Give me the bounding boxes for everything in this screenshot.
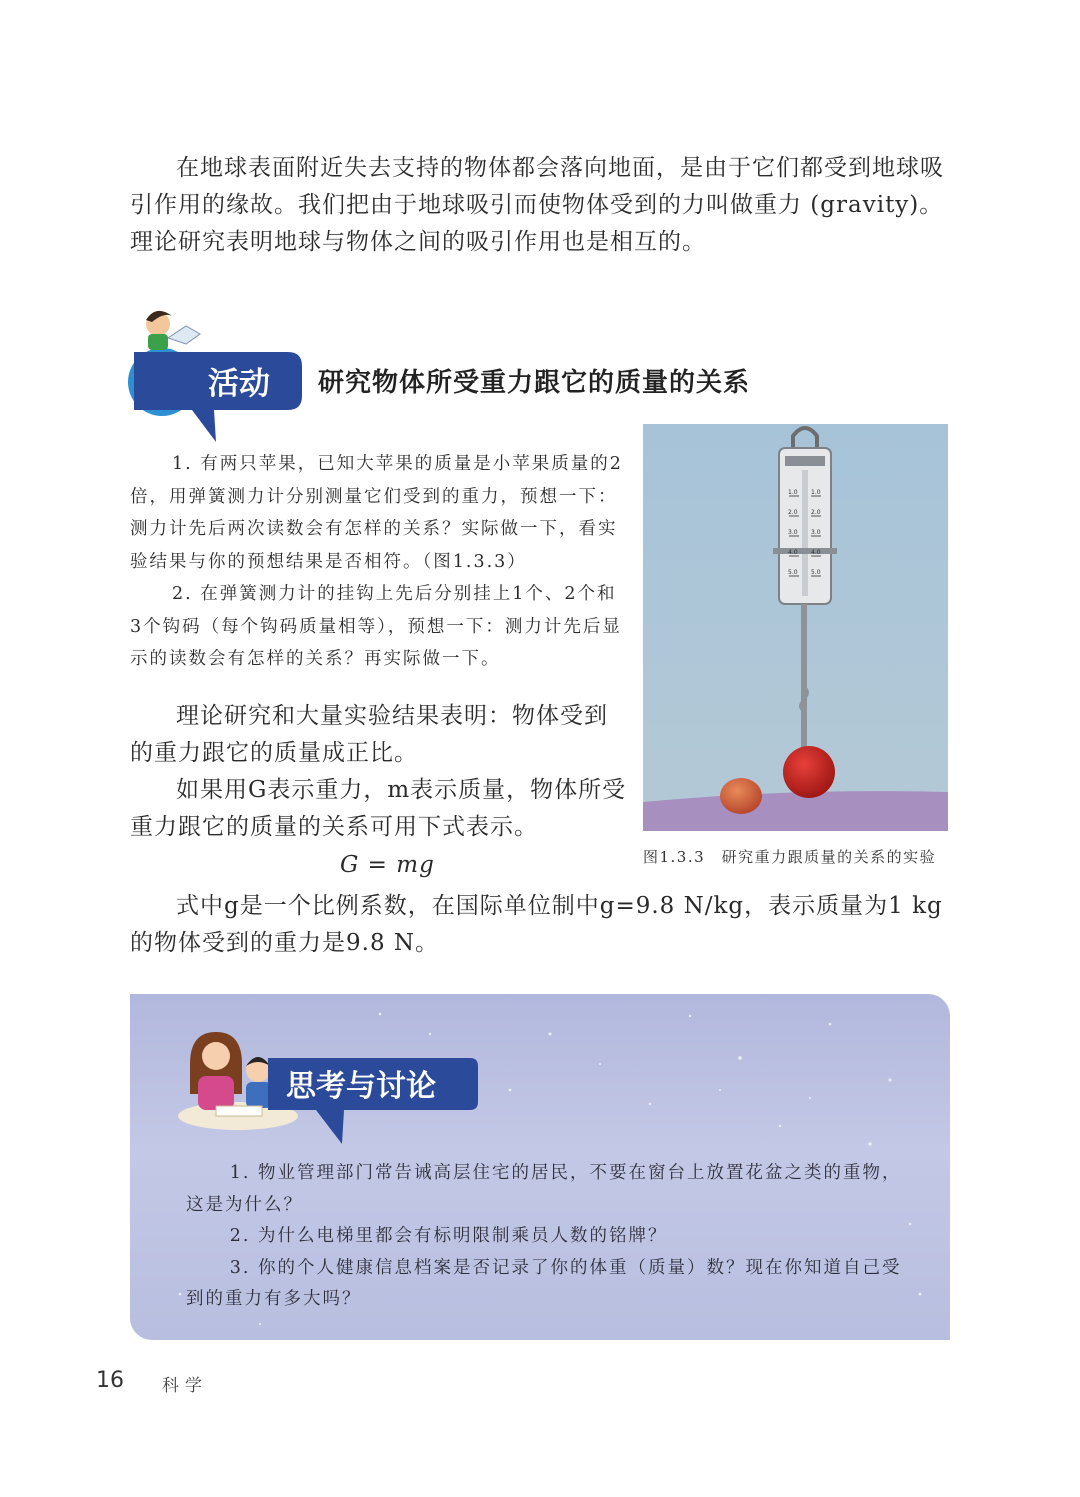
relation-paragraph: 如果用G表示重力，m表示质量，物体所受重力跟它的质量的关系可用下式表示。 (130, 777, 627, 840)
activity-step: 1. 有两只苹果，已知大苹果的质量是小苹果质量的2倍，用弹簧测力计分别测量它们受到的重力，预想一下：测力计先后两次读数会有怎样的关系？实际做一下，看实验结果与你的预想结果是否相符。（图1.3.3） (130, 454, 623, 572)
intro-paragraph: 在地球表面附近失去支持的物体都会落向地面，是由于它们都受到地球吸引作用的缘故。我们把由于地球吸引而使物体受到的力叫做重力 (gravity)。理论研究表明地球与物体之间的吸引作用也是相互的。 (130, 155, 944, 255)
svg-text:1.0: 1.0 (811, 489, 821, 496)
svg-text:2.0: 2.0 (788, 509, 798, 516)
subject-label: 科学 (162, 1376, 208, 1396)
svg-text:4.0: 4.0 (788, 549, 798, 556)
svg-text:2.0: 2.0 (811, 509, 821, 516)
figure-caption: 图1.3.3 研究重力跟质量的关系的实验 (643, 848, 937, 866)
spring-scale-photo (643, 424, 948, 831)
think-question: 3. 你的个人健康信息档案是否记录了你的体重（质量）数？现在你知道自己受到的重力有多大吗？ (186, 1257, 902, 1309)
svg-text:5.0: 5.0 (788, 569, 798, 576)
activity-header (126, 304, 304, 444)
think-discuss-header (176, 1020, 478, 1146)
g-definition-paragraph: 式中g是一个比例系数，在国际单位制中g=9.8 N/kg，表示质量为1 kg的物体受到的重力是9.8 N。 (130, 893, 943, 956)
conclusion-paragraph: 理论研究和大量实验结果表明：物体受到的重力跟它的质量成正比。 (130, 703, 608, 766)
activity-steps (130, 448, 628, 676)
svg-text:1.0: 1.0 (788, 489, 798, 496)
think-badge-label: 思考与讨论 (286, 1069, 436, 1104)
small-apple (720, 778, 762, 814)
large-apple (783, 746, 835, 798)
spring-scale-body (773, 448, 837, 604)
book-icon (216, 1106, 262, 1116)
conclusion-block (130, 698, 628, 846)
page-number: 16 (96, 1368, 124, 1393)
activity-badge-label: 活动 (208, 366, 270, 402)
think-question-list (186, 1158, 908, 1316)
think-question: 2. 为什么电梯里都会有标明限制乘员人数的铭牌？ (229, 1226, 668, 1246)
activity-title: 研究物体所受重力跟它的质量的关系 (318, 368, 751, 398)
think-question: 1. 物业管理部门常告诫高层住宅的居民，不要在窗台上放置花盆之类的重物，这是为什么？ (186, 1163, 902, 1215)
svg-text:3.0: 3.0 (788, 529, 798, 536)
formula: G = mg (340, 852, 435, 878)
svg-text:5.0: 5.0 (811, 569, 821, 576)
svg-text:3.0: 3.0 (811, 529, 821, 536)
activity-step: 2. 在弹簧测力计的挂钩上先后分别挂上1个、2个和3个钩码（每个钩码质量相等），预想一下：测力计先后显示的读数会有怎样的关系？再实际做一下。 (130, 584, 622, 669)
teacher-character-icon (190, 1032, 242, 1110)
svg-text:4.0: 4.0 (811, 549, 821, 556)
boy-character-icon (146, 311, 200, 350)
